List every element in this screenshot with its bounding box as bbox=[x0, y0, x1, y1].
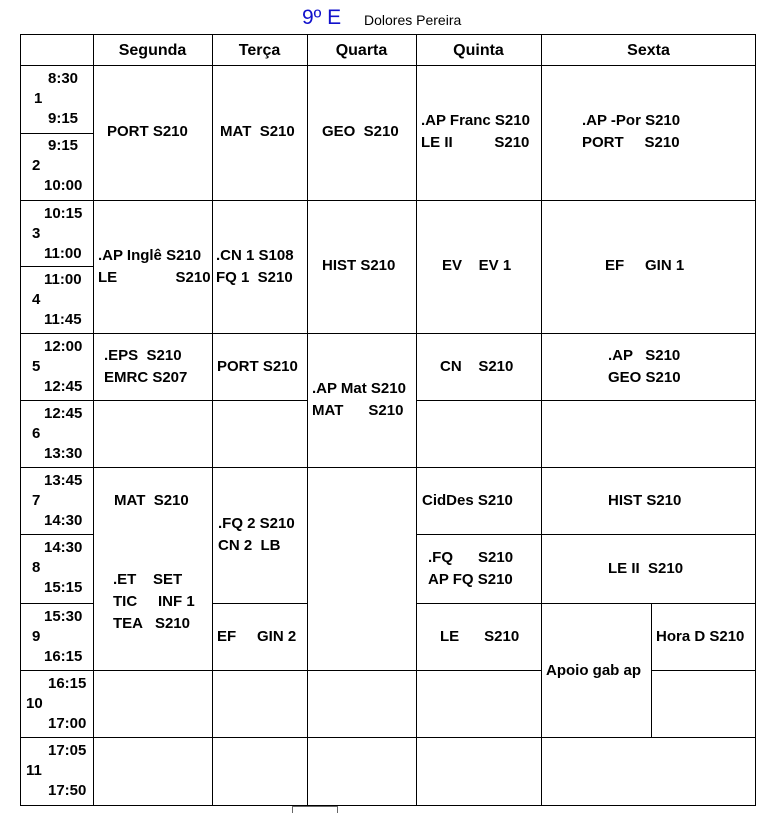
period-end: 14:30 bbox=[44, 512, 83, 529]
class-name: 9º E bbox=[302, 6, 342, 29]
period-start: 15:30 bbox=[44, 608, 83, 625]
grid-line bbox=[416, 400, 756, 401]
grid-line bbox=[212, 34, 213, 806]
day-header-quinta: Quinta bbox=[453, 42, 504, 59]
period-number: 7 bbox=[32, 492, 41, 509]
grid-line bbox=[20, 534, 93, 535]
lesson-cell: Apoio gab ap bbox=[546, 662, 641, 679]
grid-line bbox=[20, 467, 756, 468]
grid-line bbox=[416, 603, 756, 604]
grid-line bbox=[20, 805, 756, 806]
grid-line bbox=[541, 34, 542, 806]
lesson-cell: .EPS S210 EMRC S207 bbox=[104, 347, 188, 386]
grid-line bbox=[20, 400, 308, 401]
period-end: 17:00 bbox=[48, 715, 87, 732]
period-start: 16:15 bbox=[48, 675, 87, 692]
period-start: 12:45 bbox=[44, 405, 83, 422]
grid-line bbox=[416, 534, 756, 535]
day-header-sexta: Sexta bbox=[627, 42, 670, 59]
grid-line bbox=[20, 200, 756, 201]
period-start: 11:00 bbox=[44, 271, 82, 288]
period-end: 17:50 bbox=[48, 782, 87, 799]
period-start: 13:45 bbox=[44, 472, 83, 489]
period-start: 9:15 bbox=[48, 137, 79, 154]
grid-line bbox=[20, 34, 756, 35]
period-end: 16:15 bbox=[44, 648, 83, 665]
period-number: 11 bbox=[26, 762, 42, 779]
lesson-cell: MAT S210 bbox=[114, 492, 189, 509]
grid-line bbox=[416, 34, 417, 806]
lesson-cell: .ET SET TIC INF 1 TEA S210 bbox=[113, 571, 195, 632]
day-header-terca: Terça bbox=[238, 42, 281, 59]
period-number: 4 bbox=[32, 291, 41, 308]
period-end: 11:00 bbox=[44, 245, 82, 262]
grid-line bbox=[20, 65, 756, 66]
grid-line bbox=[755, 34, 756, 806]
grid-line bbox=[307, 34, 308, 806]
period-end: 11:45 bbox=[44, 311, 82, 328]
lesson-cell: .CN 1 S108 FQ 1 S210 bbox=[216, 247, 294, 286]
lesson-cell: HIST S210 bbox=[322, 257, 396, 274]
period-number: 10 bbox=[26, 695, 43, 712]
lesson-cell: EV EV 1 bbox=[442, 257, 512, 274]
period-number: 1 bbox=[34, 90, 43, 107]
period-number: 2 bbox=[32, 157, 41, 174]
lesson-cell: PORT S210 bbox=[107, 123, 188, 140]
lesson-cell: .FQ S210 AP FQ S210 bbox=[428, 549, 514, 588]
period-end: 12:45 bbox=[44, 378, 83, 395]
period-start: 17:05 bbox=[48, 742, 87, 759]
lesson-cell: HIST S210 bbox=[608, 492, 682, 509]
grid-line bbox=[20, 737, 756, 738]
grid-line bbox=[212, 603, 307, 604]
lesson-cell: EF GIN 1 bbox=[605, 257, 685, 274]
lesson-cell: EF GIN 2 bbox=[217, 628, 297, 645]
lesson-cell: CidDes S210 bbox=[422, 492, 513, 509]
day-header-segunda: Segunda bbox=[118, 42, 187, 59]
lesson-cell: .AP Franc S210 LE II S210 bbox=[421, 112, 530, 151]
lesson-cell: .AP S210 GEO S210 bbox=[608, 347, 681, 386]
teacher-name: Dolores Pereira bbox=[364, 12, 462, 28]
lesson-cell: .AP -Por S210 PORT S210 bbox=[582, 112, 681, 151]
grid-line bbox=[93, 34, 94, 806]
lesson-cell: LE II S210 bbox=[608, 560, 684, 577]
period-number: 9 bbox=[32, 628, 41, 645]
period-number: 3 bbox=[32, 225, 41, 242]
period-end: 9:15 bbox=[48, 110, 79, 127]
period-end: 13:30 bbox=[44, 445, 83, 462]
grid-line bbox=[20, 603, 93, 604]
lesson-cell: CN S210 bbox=[440, 358, 514, 375]
period-start: 12:00 bbox=[44, 338, 83, 355]
period-number: 5 bbox=[32, 358, 41, 375]
grid-line bbox=[20, 34, 21, 806]
day-header-quarta: Quarta bbox=[335, 42, 388, 59]
lesson-cell: .AP Mat S210 MAT S210 bbox=[312, 380, 406, 419]
period-start: 10:15 bbox=[44, 205, 83, 222]
period-number: 6 bbox=[32, 425, 41, 442]
lesson-cell: .FQ 2 S210 CN 2 LB bbox=[218, 515, 295, 554]
grid-line bbox=[20, 670, 542, 671]
period-start: 14:30 bbox=[44, 539, 83, 556]
grid-line bbox=[20, 333, 756, 334]
lesson-cell: LE S210 bbox=[440, 628, 520, 645]
period-end: 10:00 bbox=[44, 177, 83, 194]
lesson-cell: Hora D S210 bbox=[656, 628, 745, 645]
lesson-cell: GEO S210 bbox=[322, 123, 399, 140]
grid-line bbox=[20, 133, 93, 134]
period-end: 15:15 bbox=[44, 579, 83, 596]
lesson-cell: PORT S210 bbox=[217, 358, 298, 375]
grid-line bbox=[651, 670, 756, 671]
grid-line bbox=[20, 266, 93, 267]
period-number: 8 bbox=[32, 559, 41, 576]
lesson-cell: .AP Inglê S210 LE S210 bbox=[98, 247, 211, 286]
period-start: 8:30 bbox=[48, 70, 79, 87]
lesson-cell: MAT S210 bbox=[220, 123, 295, 140]
